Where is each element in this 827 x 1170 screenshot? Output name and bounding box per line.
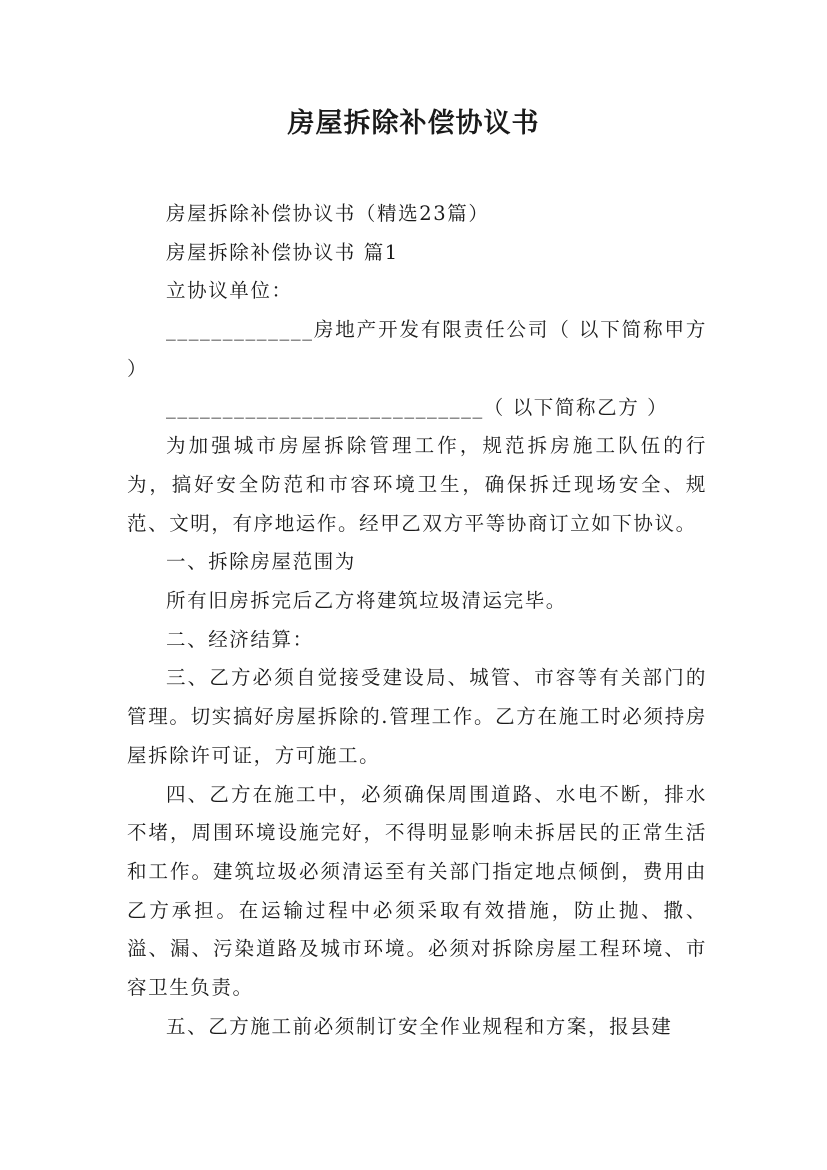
paragraph-clause-4: 四、乙方在施工中，必须确保周围道路、水电不断，排水不堵，周围环境设施完好，不得明显影响未拆居民的正常生活和工作。建筑垃圾必须清运至有关部门指定地点倾倒，费用由乙方承担。在运输过程中必须采取有效措施，防止抛、撒、溢、漏、污染道路及城市环境。必须对拆除房屋工程环境、市容卫生负责。 [127, 782, 707, 1000]
paragraph-clause-3: 三、乙方必须自觉接受建设局、城管、市容等有关部门的管理。切实搞好房屋拆除的.管理工作。乙方在施工时必须持房屋拆除许可证，方可施工。 [127, 666, 707, 767]
paragraph-chapter-heading: 房屋拆除补偿协议书 篇1 [166, 240, 399, 264]
paragraph-subtitle: 房屋拆除补偿协议书（精选23篇） [166, 202, 490, 225]
paragraph-purpose: 为加强城市房屋拆除管理工作，规范拆房施工队伍的行为，搞好安全防范和市容环境卫生，确保拆迁现场安全、规范、文明，有序地运作。经甲乙双方平等协商订立如下协议。 [127, 434, 707, 535]
paragraph-clause-2: 二、经济结算： [166, 627, 314, 651]
paragraph-clause-5: 五、乙方施工前必须制订安全作业规程和方案，报县建 [166, 1014, 673, 1038]
document-body [127, 195, 707, 1046]
paragraph-clause-1: 一、拆除房屋范围为 [166, 550, 356, 574]
paragraph-clause-1-detail: 所有旧房拆完后乙方将建筑垃圾清运完毕。 [166, 589, 567, 613]
paragraph-party-b: ____________________________（ 以下简称乙方 ） [166, 395, 669, 419]
paragraph-party-a: _____________房地产开发有限责任公司（ 以下简称甲方 ） [127, 318, 707, 380]
paragraph-parties-label: 立协议单位： [166, 279, 293, 303]
document-title: 房屋拆除补偿协议书 [287, 108, 540, 139]
